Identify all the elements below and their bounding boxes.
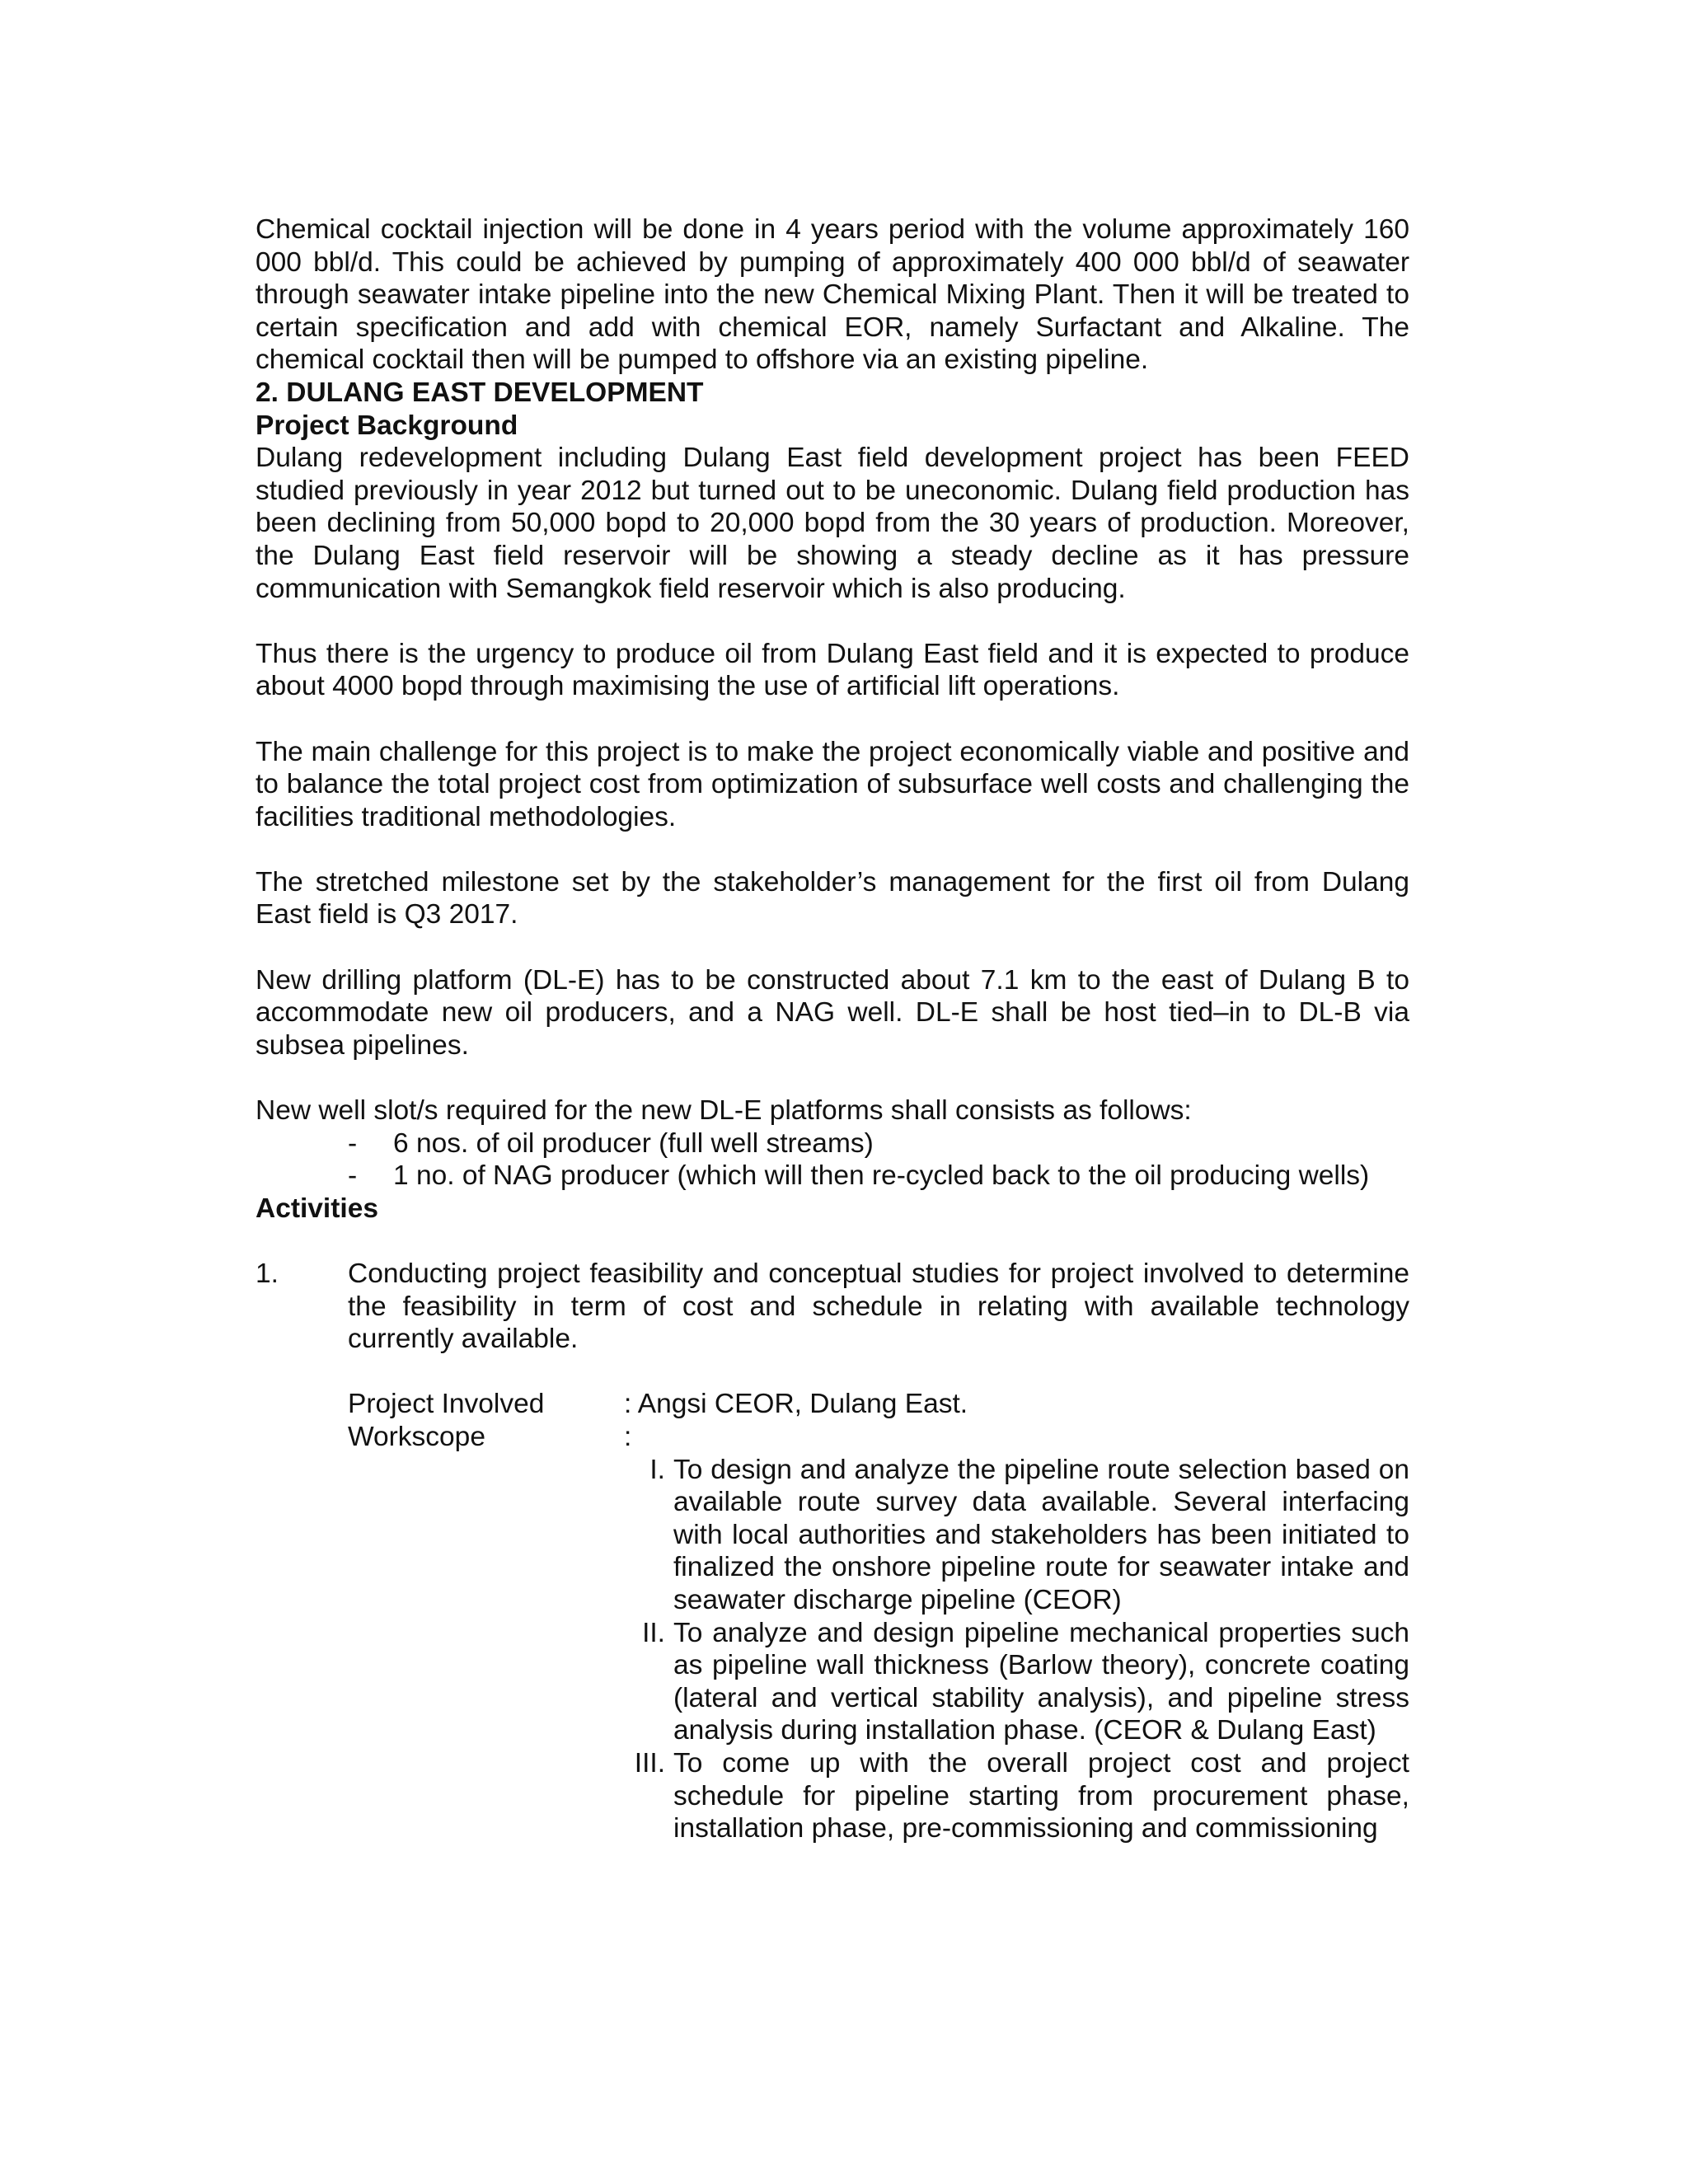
list-dash: - <box>348 1127 358 1159</box>
workscope-colon: : <box>624 1421 632 1452</box>
activity-details <box>256 1388 1409 1844</box>
activity-text: Conducting project feasibility and conceptual studies for project involved to determine the feasibility in term of cost and schedule in relating with available technology currently available. <box>348 1258 1409 1355</box>
workscope-item-text: To analyze and design pipeline mechanical properties such as pipeline wall thickness (Barlow theory), concrete coating (lateral and vertical stability analysis), and pipeline stress analysis during installation phase. (CEOR & Dulang East) <box>673 1617 1409 1746</box>
workscope-row <box>256 1421 1409 1454</box>
workscope-item-text: To design and analyze the pipeline route selection based on available route survey data available. Several interfacing with local authorities and stakeholders has been initiated to finalized the onshore pipeline route for seawater intake and seawater discharge pipeline (CEOR) <box>673 1454 1409 1615</box>
background-paragraph-4: The stretched milestone set by the stakeholder’s management for the first oil from Dulang East field is Q3 2017. <box>256 866 1409 930</box>
background-paragraph-3: The main challenge for this project is to make the project economically viable and positive and to balance the total project cost from optimization of subsurface well costs and challenging the facilities traditional methodologies. <box>256 736 1409 832</box>
project-involved-label: Project Involved <box>348 1389 545 1420</box>
roman-numeral: III. <box>634 1747 665 1779</box>
activities-heading: Activities <box>256 1193 378 1224</box>
list-item <box>256 1127 1409 1160</box>
activity-item <box>256 1258 1409 1356</box>
background-paragraph-2: Thus there is the urgency to produce oil from Dulang East field and it is expected to produce about 4000 bopd through maximising the use of artificial lift operations. <box>256 638 1409 702</box>
roman-numeral: I. <box>649 1454 665 1485</box>
well-slots-intro: New well slot/s required for the new DL-E platforms shall consists as follows: <box>256 1095 1192 1127</box>
workscope-item <box>256 1617 1409 1747</box>
intro-paragraph: Chemical cocktail injection will be done in 4 years period with the volume approximately 160 000 bbl/d. This could be achieved by pumping of approximately 400 000 bbl/d of seawater through seawater intake pipeline into the new Chemical Mixing Plant. Then it will be treated to certain specification and add with chemical EOR, namely Surfactant and Alkaline. The chemical cocktail then will be pumped to offshore via an existing pipeline. <box>256 214 1409 376</box>
workscope-item-text: To come up with the overall project cost and project schedule for pipeline starting from procurement phase, installation phase, pre-commissioning and commissioning <box>673 1747 1409 1844</box>
workscope-label: Workscope <box>348 1421 485 1452</box>
list-item-text: 1 no. of NAG producer (which will then re-cycled back to the oil producing wells) <box>393 1160 1370 1192</box>
workscope-list <box>256 1454 1409 1845</box>
project-involved-value: : Angsi CEOR, Dulang East. <box>624 1389 968 1420</box>
activity-number: 1. <box>256 1258 279 1289</box>
project-involved-row <box>256 1388 1409 1421</box>
background-paragraph-1: Dulang redevelopment including Dulang East field development project has been FEED studied previously in year 2012 but turned out to be uneconomic. Dulang field production has been declining from 50,000 bopd to 20,000 bopd from the 30 years of production. Moreover, the Dulang East field reservoir will be showing a steady decline as it has pressure communication with Semangkok field reservoir which is also producing. <box>256 443 1409 604</box>
well-slots-list <box>256 1127 1409 1193</box>
section-title: 2. DULANG EAST DEVELOPMENT <box>256 377 704 408</box>
list-item-text: 6 nos. of oil producer (full well streams) <box>393 1127 874 1159</box>
background-heading: Project Background <box>256 410 518 441</box>
roman-numeral: II. <box>642 1617 665 1648</box>
list-item <box>256 1160 1409 1193</box>
list-dash: - <box>348 1160 358 1192</box>
workscope-item <box>256 1454 1409 1617</box>
background-paragraph-5: New drilling platform (DL-E) has to be constructed about 7.1 km to the east of Dulang B to accommodate new oil producers, and a NAG well. DL-E shall be host tied–in to DL-B via subsea pipelines. <box>256 964 1409 1061</box>
document-page <box>256 213 1409 1845</box>
workscope-item <box>256 1747 1409 1845</box>
